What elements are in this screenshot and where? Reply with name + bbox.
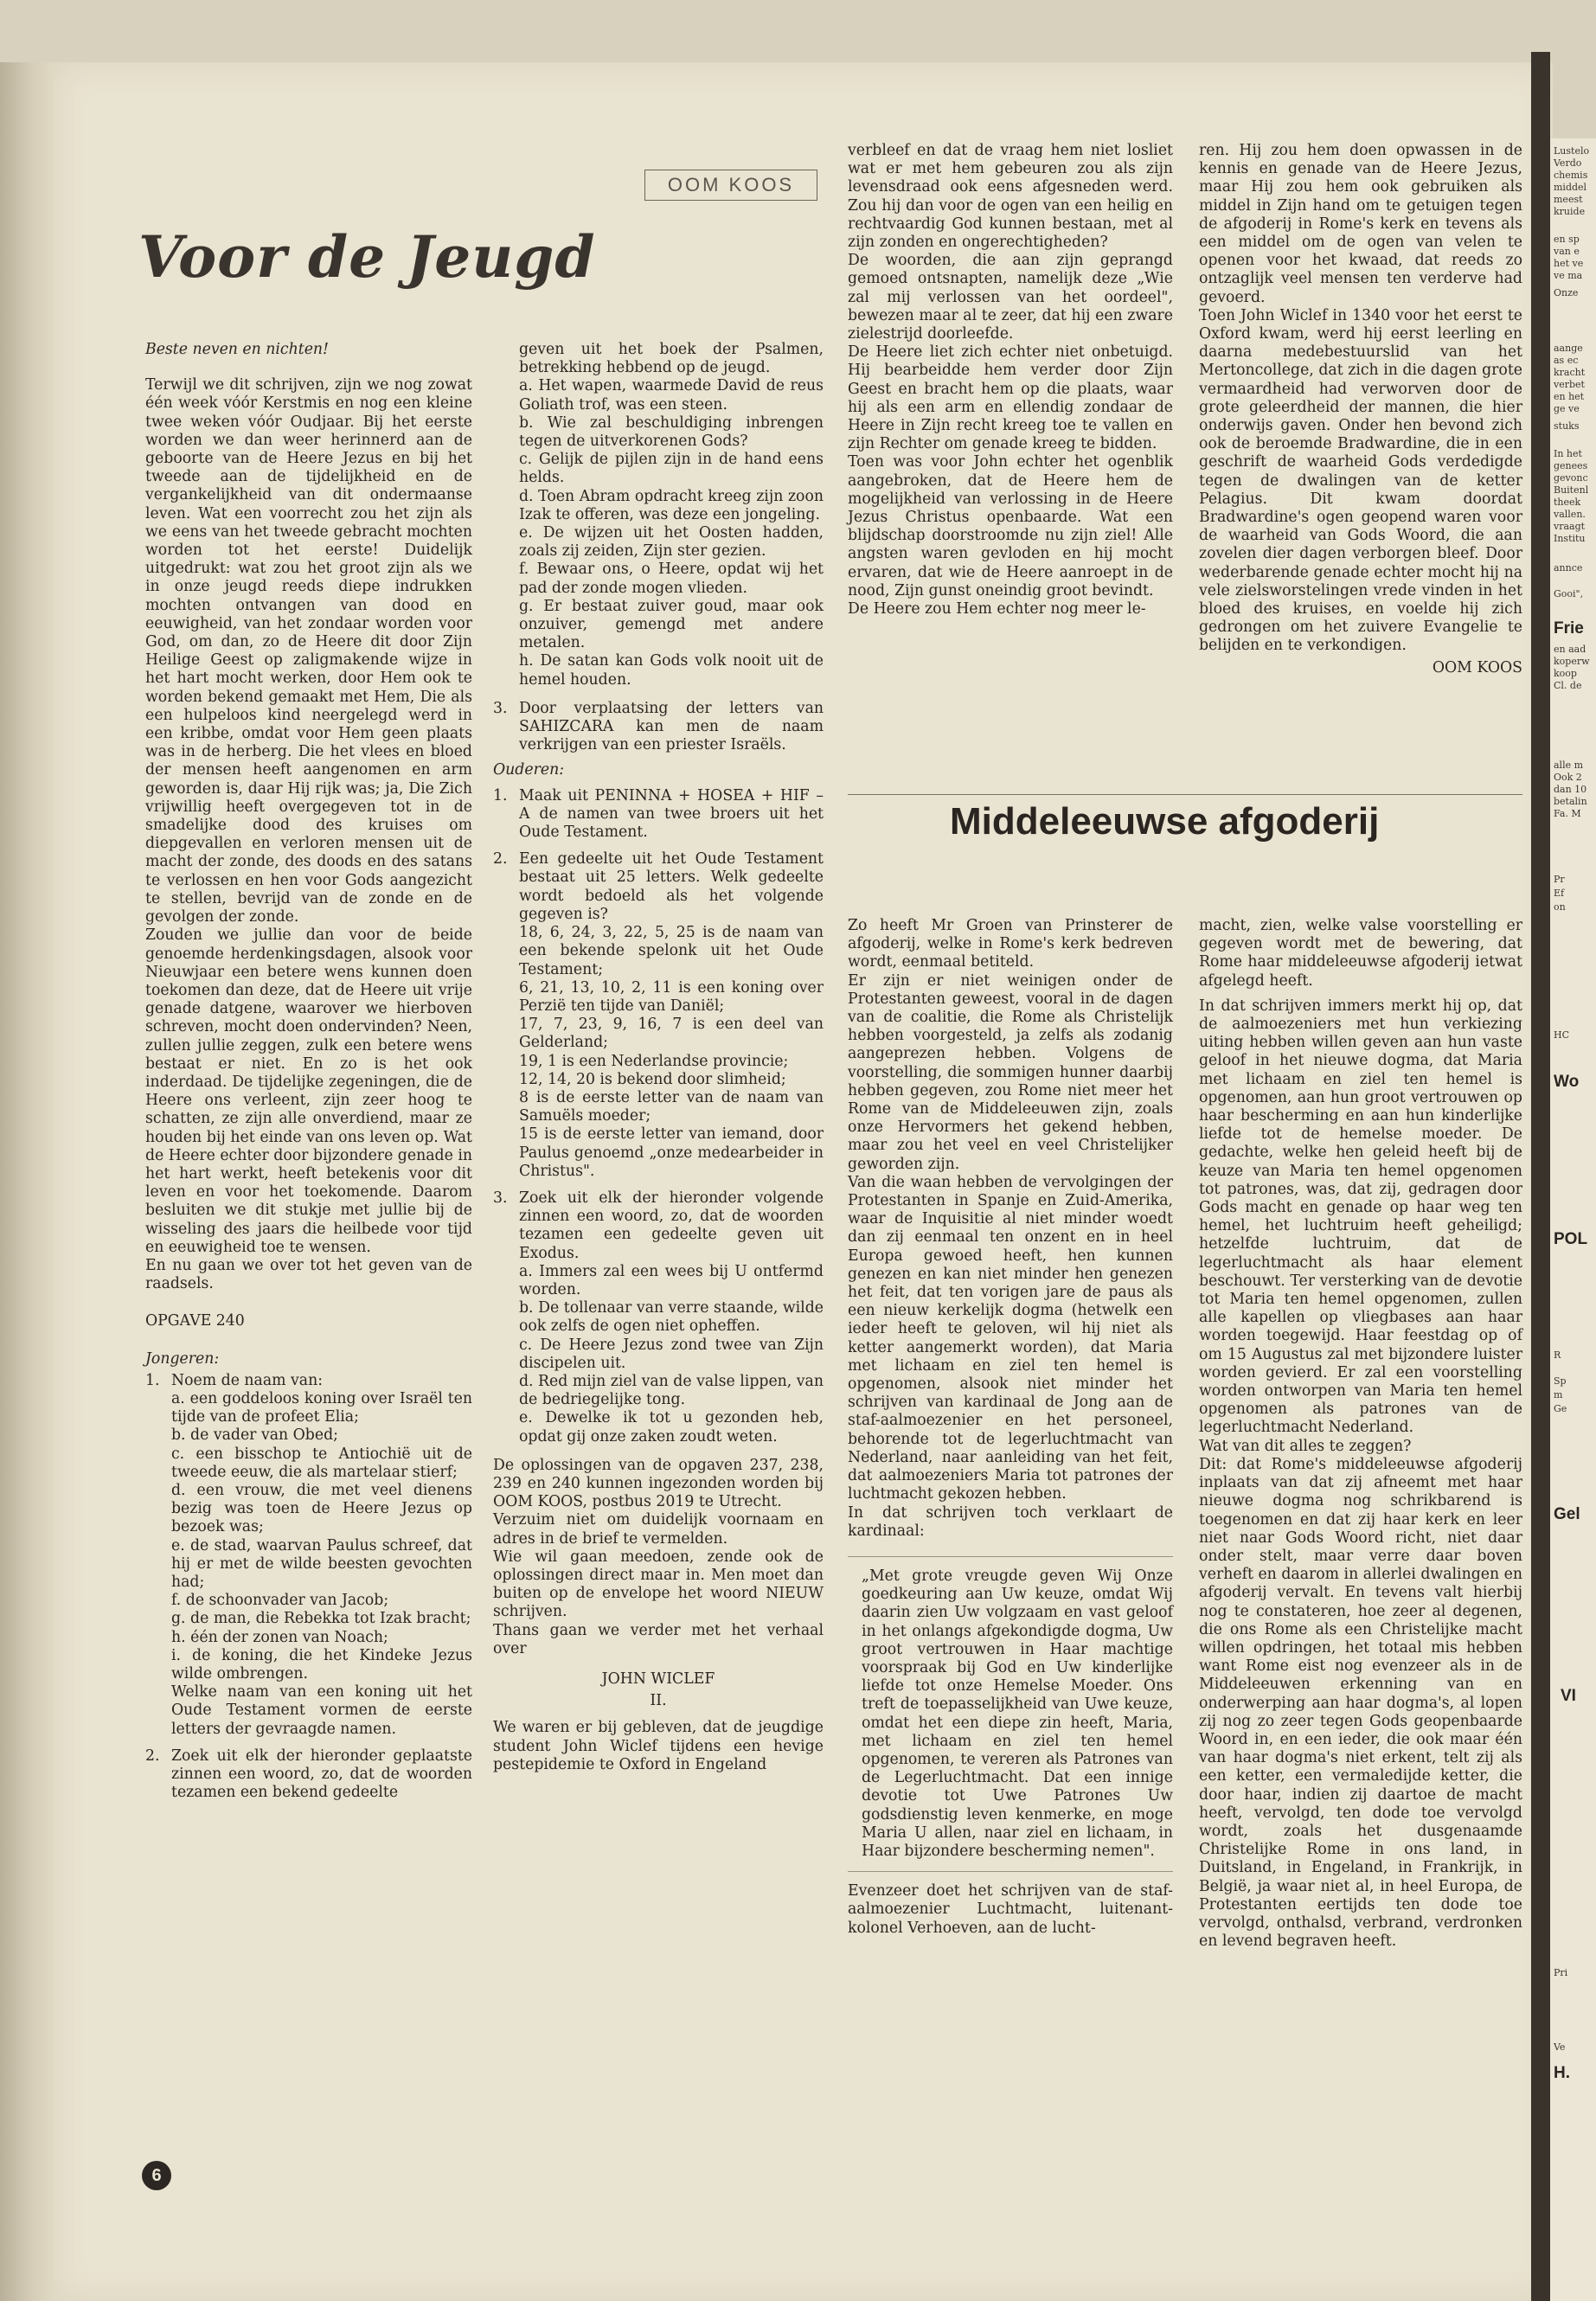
- np-frag: en aad: [1554, 644, 1586, 655]
- list-item: e. de stad, waarvan Paulus schreef, dat hij er met de wilde beesten gevochten had;: [171, 1536, 472, 1591]
- article-headline: Middeleeuwse afgoderij: [950, 800, 1380, 843]
- list-item: b. De tollenaar van verre staande, wilde ook zelfs de ogen niet opheffen.: [519, 1299, 824, 1336]
- paragraph: Thans gaan we verder met het verhaal over: [493, 1621, 824, 1657]
- np-frag: en sp: [1554, 234, 1580, 245]
- article-column-1: [848, 917, 1173, 1938]
- solutions-paragraph: De oplossingen van de opgaven 237, 238, 239 en 240 kunnen ingezonden worden bij OOM KOOS, postbus 2019 te Utrecht.: [493, 1456, 824, 1511]
- list-item: c. een bisschop te Antiochië uit de tweede eeuw, die als martelaar stierf;: [171, 1445, 472, 1481]
- list-item: 19, 1 is een Nederlandse provincie;: [519, 1052, 789, 1070]
- np-bold-word: Gel: [1554, 1505, 1580, 1523]
- np-frag: theek: [1554, 497, 1581, 508]
- np-frag: dan 10: [1554, 784, 1587, 795]
- story-paragraph: Toen John Wiclef in 1340 voor het eerst te Oxford kwam, werd hij eerst leerling en daarna medebestuurslid van het Mertoncollege, dat zich in die dagen grote vermaardheid had verworven door de grote geleerdheid der mannen, die hier onderwijs gaven. Onder hen bevond zich ook de beroemde Bradwardine, die in een geschrift de waarheid Gods verdedigde tegen de dwalingen van de ketter Pelagius. Dit kwam doordat Bradwardine's ogen geopend waren voor de waarheid van Gods Woord, die aan zovelen dier dagen verborgen bleef. Door wederbarende genade echter mocht hij na vele zielsworstelingen vrede vinden in het bloed des kruises, en voelde hij zich gedrongen om het zuivere Evangelie te belijden en te verkondigen.: [1199, 306, 1522, 655]
- np-bold-word: POL: [1554, 1230, 1588, 1248]
- list-item: a. Het wapen, waarmede David de reus Goliath trof, was een steen.: [519, 377, 824, 413]
- question-text: Zoek uit elk der hieronder geplaatste zinnen een woord, zo, dat de woorden tezamen een bekend gedeelte: [171, 1747, 472, 1802]
- np-bold-word: Frie: [1554, 619, 1584, 638]
- question-number: 1.: [493, 786, 508, 804]
- np-frag: genees: [1554, 460, 1588, 471]
- np-frag: kruide: [1554, 206, 1586, 217]
- byline-box: OOM KOOS: [644, 170, 817, 201]
- list-item: 17, 7, 23, 9, 16, 7 is een deel van Gelderland;: [519, 1016, 824, 1052]
- question-text: Door verplaatsing der letters van SAHIZCARA kan men de naam verkrijgen van een priester Israëls.: [519, 699, 824, 754]
- list-item: e. De wijzen uit het Oosten hadden, zoals zij zeiden, Zijn ster gezien.: [519, 524, 824, 561]
- older-question-1: [493, 787, 824, 843]
- list-item: f. de schoonvader van Jacob;: [171, 1592, 389, 1610]
- quote-rule: [848, 1541, 1173, 1557]
- np-frag: Fa. M: [1554, 808, 1581, 819]
- article-column-2: [1199, 917, 1522, 1951]
- paragraph: Wie wil gaan meedoen, zende ook de oplossingen direct maar in. Men moet dan buiten op de envelope het woord NIEUW schrijven.: [493, 1548, 824, 1621]
- paragraph: En nu gaan we over tot het geven van de raadsels.: [145, 1256, 472, 1293]
- np-frag: Buitenl: [1554, 484, 1589, 496]
- list-item: b. de vader van Obed;: [171, 1426, 338, 1445]
- np-frag: kracht: [1554, 367, 1586, 378]
- column-2: [493, 341, 824, 1774]
- np-frag: vallen.: [1554, 509, 1586, 520]
- article-paragraph: Er zijn er niet weinigen onder de Protestanten geweest, vooral in de dagen van de coalitie, die Rome als Christelijk hebben voorgesteld, ja zelfs als zodanig aangeprezen hebben. Volgens de voorstelling, die sommigen hunner daarbij hebben gegeven, zou Rome niet meer het Rome van de Middeleeuwen zijn, zoals onze Hervormers het gekend hebben, maar zou het veel en veel Christelijker geworden zijn.: [848, 971, 1173, 1173]
- story-paragraph: ren. Hij zou hem doen opwassen in de kennis en genade van de Heere Jezus, maar Hij zou hem ook gebruiken als middel in Zijn hand om te getuigen tegen de afgoderij in Rome's kerk en tevens als een middel om de ogen van velen te openen voor het kwaad, dat reeds zo ontzaglijk veel mensen ten verderve had gevoerd.: [1199, 142, 1522, 306]
- np-frag: Ve: [1554, 2041, 1566, 2053]
- np-frag: verbet: [1554, 379, 1585, 390]
- adjacent-page-fragment: [1550, 138, 1596, 2301]
- article-paragraph: Dit: dat Rome's middeleeuwse afgoderij inplaats van dat zij afneemt met haar nieuwe dogma nog schrikbarend is toegenomen en dat zij haar kerk en leer niet naar Gods Woord richt, niet daar onder stelt, maar verre daar boven verheft en daarom in allerlei dwalingen en afgoderij vervalt. En tevens valt hierbij nog te constateren, hoe zeer al degenen, die ons Rome als een Christelijke macht willen opdringen, het totaal mis hebben want Rome eist nog evenzeer als in de Middeleeuwen erkenning van en onderwerping aan haar dogma's, al lopen zij nog zo zeer tegen Gods geopenbaarde Woord in, en een ieder, die ook maar één van haar dogma's niet erkent, telt zij als een ketter, een vermaledijde ketter, die door haar, indien zij daartoe de macht heeft, vervolgd, ten dode toe vervolgd wordt, zoals het dusgenaamde Christelijke Rome in ons land, in Duitsland, in Engeland, in Frankrijk, in België, ja waar niet al, in heel Europa, de Protestanten eertijds ten dode toe vervolgd, onthalsd, verbrand, verdronken en levend begraven heeft.: [1199, 1455, 1522, 1951]
- np-frag: Gooi",: [1554, 588, 1584, 599]
- np-frag: R: [1554, 1349, 1561, 1361]
- page-binding-edge: [0, 62, 61, 2301]
- np-frag: Pri: [1554, 1967, 1568, 1978]
- column-4-story: [1199, 142, 1522, 677]
- list-item: g. Er bestaat zuiver goud, maar ook onzuiver, gemengd met andere metalen.: [519, 597, 824, 652]
- np-frag: on: [1554, 901, 1566, 913]
- np-frag: Ook 2: [1554, 772, 1582, 783]
- list-item: h. De satan kan Gods volk nooit uit de hemel houden.: [519, 652, 824, 689]
- list-item: h. één der zonen van Noach;: [171, 1628, 388, 1646]
- np-frag: gevonc: [1554, 472, 1588, 484]
- greeting: Beste neven en nichten!: [145, 341, 329, 358]
- story-paragraph: De Heere liet zich echter niet onbetuigd. Hij bearbeidde hem verder door Zijn Geest en bracht hem op die plaats, waar hij als een arm en ellendig zondaar de Heere in Zijn recht kreeg toe te vallen en zijn Rechter om genade kreeg te bidden.: [848, 343, 1173, 453]
- np-bold-word: VI: [1561, 1687, 1576, 1705]
- section-divider: [848, 794, 1522, 795]
- np-frag: Institu: [1554, 533, 1586, 544]
- story-paragraph: We waren er bij gebleven, dat de jeugdige student John Wiclef tijdens een hevige pestepidemie te Oxford in Engeland: [493, 1719, 824, 1773]
- column-1: [145, 341, 472, 1802]
- np-bold-word: H.: [1554, 2064, 1570, 2082]
- np-frag: van e: [1554, 246, 1580, 257]
- np-frag: chemis: [1554, 170, 1588, 181]
- paragraph: Verzuim niet om duidelijk voornaam en adres in de brief te vermelden.: [493, 1511, 824, 1548]
- np-frag: Ef: [1554, 888, 1565, 899]
- np-frag: en het: [1554, 391, 1585, 402]
- np-frag: m: [1554, 1389, 1563, 1400]
- np-frag: stuks: [1554, 420, 1580, 432]
- article-paragraph: In dat schrijven toch verklaart de kardinaal:: [848, 1503, 1173, 1540]
- article-paragraph: Van die waan hebben de vervolgingen der Protestanten in Spanje en Zuid-Amerika, waar de Inquisitie al niet minder woedt dan zij eenmaal ten onzent en in heel Europa gewoed heeft, hen kunnen genezen en kan niet minder hen genezen het feit, dat ten vorigen jare de paus als een nieuw kerkelijk dogma (hetwelk een ieder heeft te geloven, wil hij niet als ketter aangemerkt worden), dat Maria met lichaam en ziel ten hemel is opgenomen, alsook niet minder het schrijven van kardinaal de Jong aan de staf-aalmoezenier en het personeel, behorende tot de legerluchtmacht van Nederland, naar aanleiding van het feit, dat aalmoezeniers Maria tot patrones der luchtmacht gekozen hebben.: [848, 1173, 1173, 1503]
- article-paragraph: Wat van dit alles te zeggen?: [1199, 1437, 1412, 1455]
- question-text: Noem de naam van:: [171, 1371, 324, 1389]
- np-frag: Sp: [1554, 1375, 1567, 1387]
- np-frag: het ve: [1554, 258, 1584, 269]
- column-3-story: [848, 142, 1173, 619]
- section-title: Voor de Jeugd: [138, 223, 596, 291]
- np-frag: In het: [1554, 448, 1582, 459]
- intro-paragraph: Terwijl we dit schrijven, zijn we nog zowat één week vóór Kerstmis en nog een kleine twee weken vóór Oudjaar. Bij het eerste worden we dan weer herinnerd aan de geboorte van de Heere Jezus en bij het tweede aan de tijdelijkheid en de vergankelijkheid van dit ondermaanse leven. Wat een voorrecht zou het zijn als we eens van het tweede gebracht mochten worden tot het eerste! Duidelijk uitgedrukt: wat zou het groot zijn als we in onze jeugd reeds diepe indrukken mochten ontvangen van dood en eeuwigheid, van het zondaar worden voor God, om dan, zo de Heere dit door Zijn Heilige Geest op zaligmakende wijze in het hart mocht werken, door Hem ook te worden bekend gemaakt met Hem, Die als een hulpeloos kind neergelegd werd in een kribbe, omdat voor Hem geen plaats was in de herberg. Die het vlees en bloed der mensen heeft aangenomen en arm geworden is, daar Hij rijk was; ja, Die Zich vrijwillig heeft overgegeven tot in de smadelijke dood des kruises om diepgevallen en verloren mensen uit de macht der zonde, des doods en des satans te verlossen en hen voor Gods aangezicht te stellen, bevrijd van de zonde en de gevolgen der zonde.: [145, 376, 472, 926]
- older-question-3: [493, 1189, 824, 1446]
- np-frag: as ec: [1554, 355, 1579, 366]
- paragraph: Zouden we jullie dan voor de beide genoemde herdenkingsdagen, alsook voor Nieuwjaar een betere wens kunnen doen toekomen dan deze, dat de Heere uit vrije genade datgene, waarover we hierboven schreven, mocht doen ondervinden? Neen, zullen jullie zeggen, zulk een betere wens bestaat er niet. En zo is het ook inderdaad. De tijdelijke zegeningen, die de Heere ons verleent, zijn zeer hoog te schatten, ze zijn alle onverdiend, maar ze houden bij het einde van ons leven op. Wat de Heere echter door bijzondere genade in het hart werkt, heeft betekenis voor dit leven en voor het toekomende. Daarom besluiten we dit stukje met jullie bij de wisseling des jaars die heilbede voor tijd en eeuwigheid toe te wensen.: [145, 926, 472, 1256]
- np-frag: Verdo: [1554, 157, 1582, 169]
- story-title: JOHN WICLEF: [601, 1670, 715, 1689]
- np-frag: alle m: [1554, 760, 1584, 771]
- opgave-heading: OPGAVE 240: [145, 1312, 245, 1330]
- question-number: 2.: [493, 850, 508, 868]
- question-continuation: geven uit het boek der Psalmen, betrekking hebbend op de jeugd.: [519, 341, 824, 377]
- story-paragraph: Toen was voor John echter het ogenblik aangebroken, dat de Heere hem de mogelijkheid van verlossing in de Heere Jezus Christus openbaarde. Wat een blijdschap doorstroomde nu zijn ziel! Alle angsten waren gevloden en hij mocht ervaren, dat wie de Heere aanroept in de nood, Zijn gunst oneindig groot bevindt.: [848, 453, 1173, 599]
- quote-rule: [848, 1861, 1173, 1872]
- question-number: 3.: [493, 699, 508, 717]
- question-text: Een gedeelte uit het Oude Testament bestaat uit 25 letters. Welk gedeelte wordt bedoeld als het volgende gegeven is?: [519, 850, 824, 923]
- list-item: c. De Heere Jezus zond twee van Zijn discipelen uit.: [519, 1336, 824, 1372]
- story-paragraph: De woorden, die aan zijn geprangd gemoed ontsnapten, namelijk deze „Wie zal mij verlossen van het oordeel", bewezen maar al te zeer, dat hij een zware zielestrijd doorleefde.: [848, 252, 1173, 343]
- list-item: a. een goddeloos koning over Israël ten tijde van de profeet Elia;: [171, 1389, 472, 1426]
- question-number: 2.: [145, 1747, 160, 1765]
- question-number: 1.: [145, 1371, 160, 1389]
- list-item: d. Red mijn ziel van de valse lippen, van de bedriegelijke tong.: [519, 1372, 824, 1409]
- list-item: 12, 14, 20 is bekend door slimheid;: [519, 1070, 786, 1088]
- list-item: f. Bewaar ons, o Heere, opdat wij het pad der zonde mogen vlieden.: [519, 561, 824, 597]
- list-item: e. Dewelke ik tot u gezonden heb, opdat gij onze zaken zoudt weten.: [519, 1409, 824, 1445]
- list-item: 15 is de eerste letter van iemand, door Paulus genoemd „onze medearbeider in Christus".: [519, 1125, 824, 1180]
- page-gutter-shadow: [1531, 52, 1550, 2301]
- np-frag: Ge: [1554, 1403, 1567, 1414]
- list-item: Welke naam van een koning uit het Oude Testament vormen de eerste letters der gevraagde namen.: [171, 1683, 472, 1738]
- np-frag: betalin: [1554, 796, 1587, 807]
- np-frag: Lustelo: [1554, 145, 1590, 157]
- np-bold-word: Wo: [1554, 1073, 1580, 1091]
- list-item: 8 is de eerste letter van de naam van Samuëls moeder;: [519, 1088, 824, 1125]
- article-paragraph: In dat schrijven immers merkt hij op, dat de aalmoezeniers met hun verkiezing uiting hebben willen geven aan hun vaste geloof in het nieuwe dogma, dat Maria met lichaam en ziel ten hemel is opgenomen, aan hun groot vertrouwen op haar bescherming en aan hun kinderlijke liefde tot de hemelse moeder. De gedachte, welke hen geleid heeft bij de keuze van Maria ten hemel opgenomen tot patrones, was, dat zij, gedragen door Gods macht en genade op haar weg ten hemel, het luchtruim heeft geheiligd; hetzelfde luchtruim, dat de legerluchtmacht als haar element beschouwt. Ter versterking van de devotie tot Maria ten hemel opgenomen, zullen alle kapellen op vliegbases aan haar worden toegewijd. Haar feestdag op of om 15 Augustus zal met bijzondere luister worden gevierd. Er zal een voorstelling worden ontworpen van Maria ten hemel opgenomen als patrones van de legerluchtmacht Nederland.: [1199, 997, 1522, 1437]
- np-frag: aange: [1554, 343, 1583, 354]
- article-paragraph: Zo heeft Mr Groen van Prinsterer de afgoderij, welke in Rome's kerk bedreven wordt, eenmaal betiteld.: [848, 917, 1173, 971]
- list-item: d. een vrouw, die met veel dienens bezig was toen de Heere Jezus op bezoek was;: [171, 1481, 472, 1536]
- np-frag: Cl. de: [1554, 680, 1582, 691]
- np-frag: Onze: [1554, 287, 1579, 298]
- list-item: d. Toen Abram opdracht kreeg zijn zoon Izak te offeren, was deze een jongeling.: [519, 487, 824, 523]
- np-frag: meest: [1554, 194, 1583, 205]
- question-2: [145, 1747, 472, 1803]
- older-question-2: [493, 850, 824, 1181]
- np-frag: koop: [1554, 668, 1577, 679]
- np-frag: ge ve: [1554, 403, 1580, 414]
- np-frag: ve ma: [1554, 270, 1583, 281]
- list-item: a. Immers zal een wees bij U ontfermd worden.: [519, 1262, 824, 1298]
- list-item: b. Wie zal beschuldiging inbrengen tegen de uitverkorenen Gods?: [519, 413, 824, 451]
- story-paragraph: De Heere zou Hem echter nog meer le-: [848, 600, 1146, 619]
- quote: „Met grote vreugde geven Wij Onze goedkeuring aan Uw keuze, omdat Wij daarin zien Uw volgzaam en vast geloof in het onlangs afgekondigde dogma, Uw groot vertrouwen in Haar machtige voorspraak bij God en Uw kinderlijke liefde tot onze Hemelse Moeder. Ons treft de toepasselijkheid van Uwe keuze, omdat het een diepe zin heeft, Maria, met lichaam en ziel ten hemel opgenomen, te vereren als Patrones van de Legerluchtmacht. Dat een innige devotie tot Uwe Patrones Uw godsdienstig leven kenmerke, en moge Maria U allen, naar ziel en lichaam, in Haar bijzondere bescherming nemen".: [862, 1567, 1173, 1860]
- list-item: g. de man, die Rebekka tot Izak bracht;: [171, 1610, 471, 1628]
- np-frag: HC: [1554, 1029, 1570, 1041]
- np-frag: vraagt: [1554, 521, 1586, 532]
- article-paragraph: Evenzeer doet het schrijven van de staf-aalmoezenier Luchtmacht, luitenant-kolonel Verhoeven, aan de lucht-: [848, 1882, 1173, 1937]
- np-frag: annce: [1554, 562, 1583, 574]
- list-item: 6, 21, 13, 10, 2, 11 is een koning over Perzië ten tijde van Daniël;: [519, 978, 824, 1015]
- np-frag: koperw: [1554, 656, 1590, 667]
- question-text: Maak uit PENINNA + HOSEA + HIF – A de namen van twee broers uit het Oude Testament.: [519, 786, 824, 842]
- article-paragraph: macht, zien, welke valse voorstelling er gegeven wordt met de bewering, dat Rome haar middeleeuwse afgoderij ietwat afgelegd heeft.: [1199, 917, 1522, 990]
- jongeren-heading: Jongeren:: [145, 1349, 220, 1368]
- page-number: 6: [142, 2161, 171, 2190]
- story-paragraph: verbleef en dat de vraag hem niet losliet wat er met hem gebeuren zou als zijn levensdraad ook eens afgesneden werd. Zou hij dan voor de ogen van een heilig en rechtvaardig God kunnen bestaan, met al zijn zonden en ongerechtigheden?: [848, 142, 1173, 252]
- ouderen-heading: Ouderen:: [493, 761, 565, 779]
- question-number: 3.: [493, 1189, 508, 1207]
- question-text: Zoek uit elk der hieronder volgende zinnen een woord, zo, dat de woorden tezamen een gedeelte geven uit Exodus.: [519, 1189, 824, 1262]
- list-item: c. Gelijk de pijlen zijn in de hand eens helds.: [519, 451, 824, 487]
- question-3: [493, 700, 824, 755]
- signature: OOM KOOS: [1432, 658, 1522, 676]
- list-item: i. de koning, die het Kindeke Jezus wilde ombrengen.: [171, 1646, 472, 1683]
- story-part: II.: [650, 1692, 667, 1710]
- question-1: [145, 1372, 472, 1739]
- np-frag: Pr: [1554, 874, 1565, 885]
- list-item: 18, 6, 24, 3, 22, 5, 25 is de naam van een bekende spelonk uit het Oude Testament;: [519, 924, 824, 978]
- np-frag: middel: [1554, 182, 1587, 193]
